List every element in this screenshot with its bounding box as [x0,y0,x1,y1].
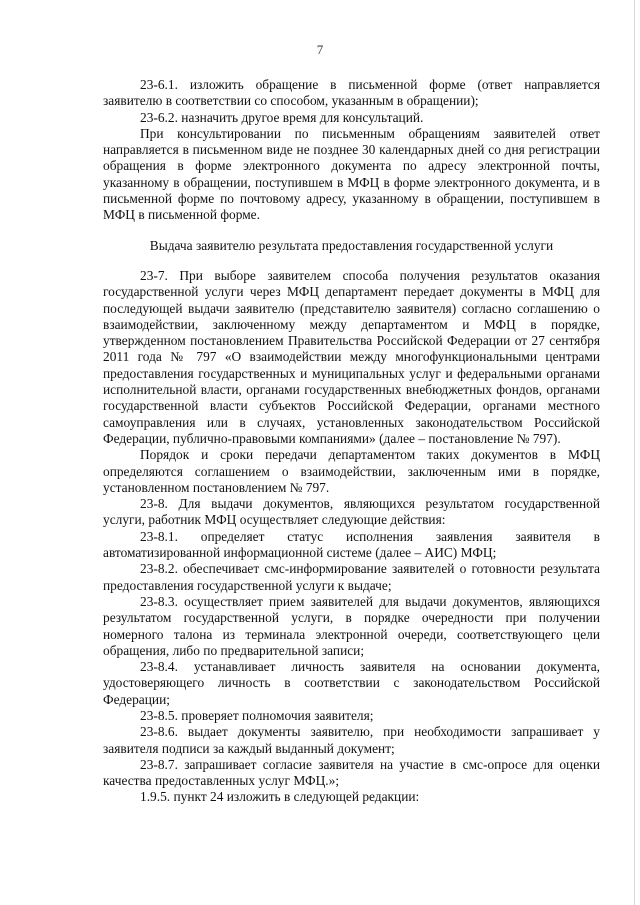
paragraph-written-consultation: При консультировании по письменным обращениям заявителей ответ направляется в письменном виде не позднее 30 календарных дней со дня регистрации обращения в форме электронного документа по адресу электронной почты, указанному в обращении, поступившем в МФЦ в форме электронного документа, и в письменной форме по почтовому адресу, указанному в обращении, поступившем в МФЦ в письменной форме. [103,125,600,223]
paragraph-23-8-6: 23-8.6. выдает документы заявителю, при необходимости запрашивает у заявителя подписи за каждый выданный документ; [103,724,600,756]
paragraph-23-8-5: 23-8.5. проверяет полномочия заявителя; [140,707,374,723]
paragraph-transfer-order: Порядок и сроки передачи департаментом таких документов в МФЦ определяются соглашением о взаимодействии, заключенным ими в порядке, установленном постановлением № 797. [103,447,600,495]
paragraph-23-8-7: 23-8.7. запрашивает согласие заявителя на участие в смс-опросе для оценки качества предоставленных услуг МФЦ.»; [103,756,600,789]
paragraph-23-8: 23-8. Для выдачи документов, являющихся результатом государственной услуги, работник МФЦ осуществляет следующие действия: [103,496,600,528]
paragraph-1-9-5: 1.9.5. пункт 24 изложить в следующей редакции: [140,789,420,805]
paragraph-23-8-3: 23-8.3. осуществляет прием заявителей для выдачи документов, являющихся результатом государственной услуги, в порядке очередности при получении номерного талона из терминала электронной очереди, соответствующего цели обращения, либо по предварительной записи; [103,593,600,658]
page-edge-line [634,0,635,905]
page-number: 7 [316,42,324,57]
paragraph-23-8-2: 23-8.2. обеспечивает смс-информирование заявителей о готовности результата предоставления государственной услуги к выдаче; [103,561,600,593]
paragraph-23-8-4: 23-8.4. устанавливает личность заявителя на основании документа, удостоверяющего личность в соответствии с законодательством Российской Федерации; [103,659,600,707]
paragraph-23-6-1: 23-6.1. изложить обращение в письменной форме (ответ направляется заявителю в соответствии со способом, указанным в обращении); [103,77,600,109]
paragraph-23-7: 23-7. При выборе заявителем способа получения результатов оказания государственной услуги через МФЦ департамент передает документы в МФЦ для последующей выдачи заявителю (представителю заявителя) согласно соглашению о взаимодействии, заключенному между департаментом и МФЦ в порядке, утвержденном постановлением Правительства Российской Федерации от 27 сентября 2011 года № 797 «О взаимодействии между многофункциональными центрами предоставления государственных и муниципальных услуг и федеральными органами исполнительной власти, органами государственных внебюджетных фондов, органами государственной власти субъектов Российской Федерации, органами местного самоуправления или в случаях, установленных законодательством Российской Федерации, публично-правовыми компаниями» (далее – постановление № 797). [103,267,600,446]
paragraph-23-8-1: 23-8.1. определяет статус исполнения заявления заявителя в автоматизированной информационной системе (далее – АИС) МФЦ; [103,528,600,561]
section-heading: Выдача заявителю результата предоставления государственной услуги [149,237,554,253]
paragraph-23-6-2: 23-6.2. назначить другое время для консультаций. [140,109,424,125]
document-body [103,77,600,806]
